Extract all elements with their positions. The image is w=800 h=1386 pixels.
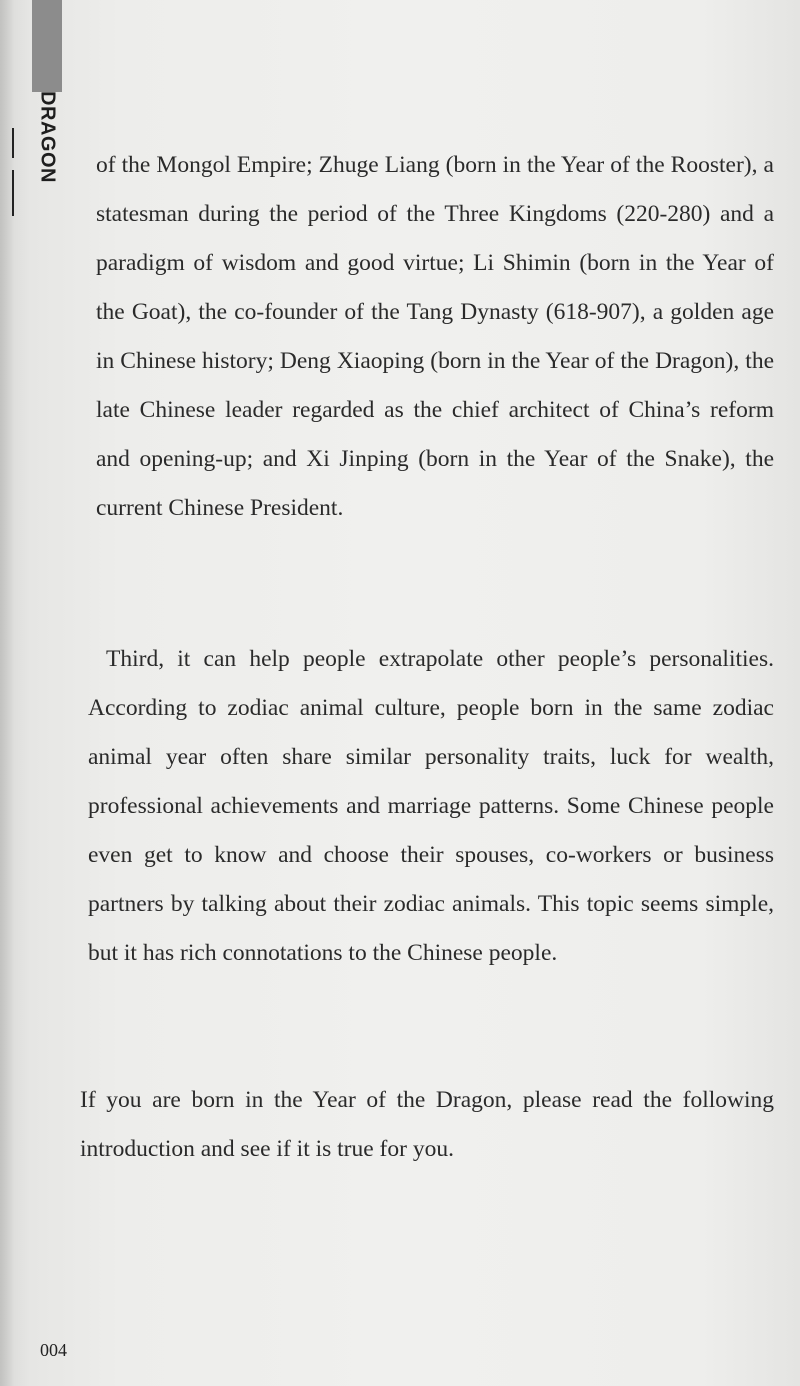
paragraph-famous-figures: of the Mongol Empire; Zhuge Liang (born in the Year of the Rooster), a statesman during the period of the Three Kingdoms (220-280) and a paradigm of wisdom and good virtue; Li Shimin (born in the Year of the Goat), the co-founder of the Tang Dynasty (618-907), a golden age in Chinese history; Deng Xiaoping (born in the Year of the Dragon), the late Chinese leader regarded as the chief architect of China’s reform and opening-up; and Xi Jinping (born in the Year of the Snake), the current Chinese President.	[96, 152, 774, 521]
page-number: 004	[40, 1340, 67, 1360]
section-tab	[32, 0, 62, 92]
margin-rule	[12, 170, 14, 216]
section-label: DRAGON	[36, 91, 59, 183]
margin-rule	[12, 128, 14, 158]
paragraph-personalities: Third, it can help people extrapolate other people’s personalities. According to zodiac animal culture, people born in the same zodiac animal year often share similar personality traits, luck for wealth, professional achievements and marriage patterns. Some Chinese people even get to know and choose their spouses, co-workers or business partners by talking about their zodiac animals. This topic seems simple, but it has rich connotations to the Chinese people.	[88, 646, 774, 966]
paragraph-introduction: If you are born in the Year of the Dragon, please read the following introduction and see if it is true for you.	[80, 1087, 774, 1162]
